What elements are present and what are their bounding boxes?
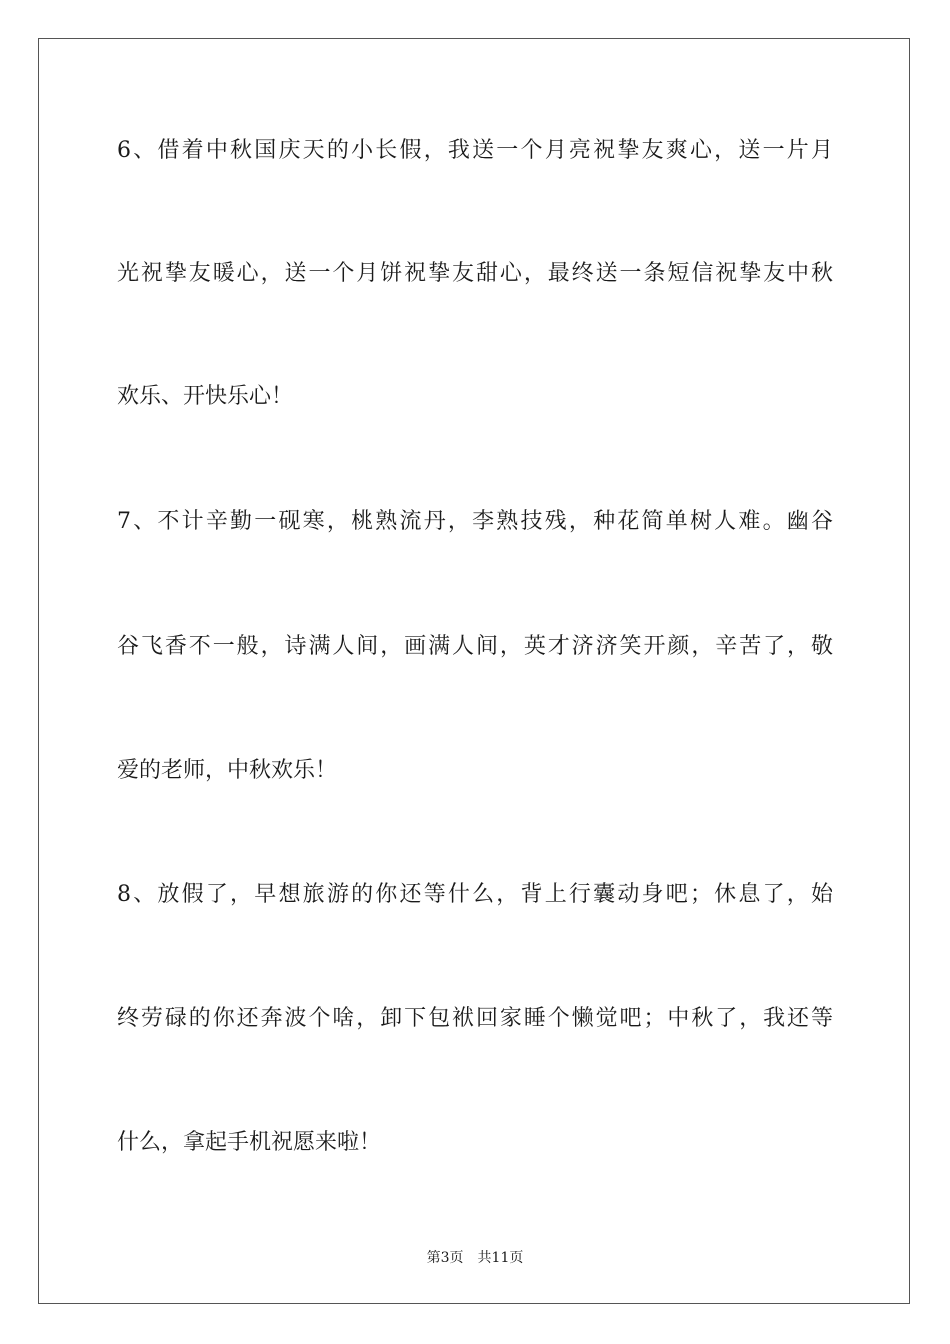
paragraph-7-line-2: 谷飞香不一般，诗满人间，画满人间，英才济济笑开颜，辛苦了，敬 — [117, 634, 833, 659]
page-footer — [0, 1247, 950, 1267]
paragraph-6-line-2: 光祝挚友暖心，送一个月饼祝挚友甜心，最终送一条短信祝挚友中秋 — [117, 261, 833, 286]
paragraph-8-line-1: 8、放假了，早想旅游的你还等什么，背上行囊动身吧；休息了，始 — [117, 882, 833, 907]
paragraph-7-line-3: 爱的老师，中秋欢乐！ — [117, 758, 338, 783]
paragraph-8-line-3: 什么，拿起手机祝愿来啦！ — [117, 1130, 382, 1155]
paragraph-8-line-2: 终劳碌的你还奔波个啥，卸下包袱回家睡个懒觉吧；中秋了，我还等 — [117, 1006, 833, 1031]
paragraph-6-line-3: 欢乐、开快乐心！ — [117, 384, 294, 409]
page-number: 第3页 — [426, 1250, 464, 1266]
page-border — [38, 38, 910, 1304]
page-total: 共11页 — [477, 1250, 524, 1266]
paragraph-7-line-1: 7、不计辛勤一砚寒，桃熟流丹，李熟技残，种花简单树人难。幽谷 — [117, 509, 833, 534]
paragraph-6-line-1: 6、借着中秋国庆天的小长假，我送一个月亮祝挚友爽心，送一片月 — [117, 138, 833, 163]
